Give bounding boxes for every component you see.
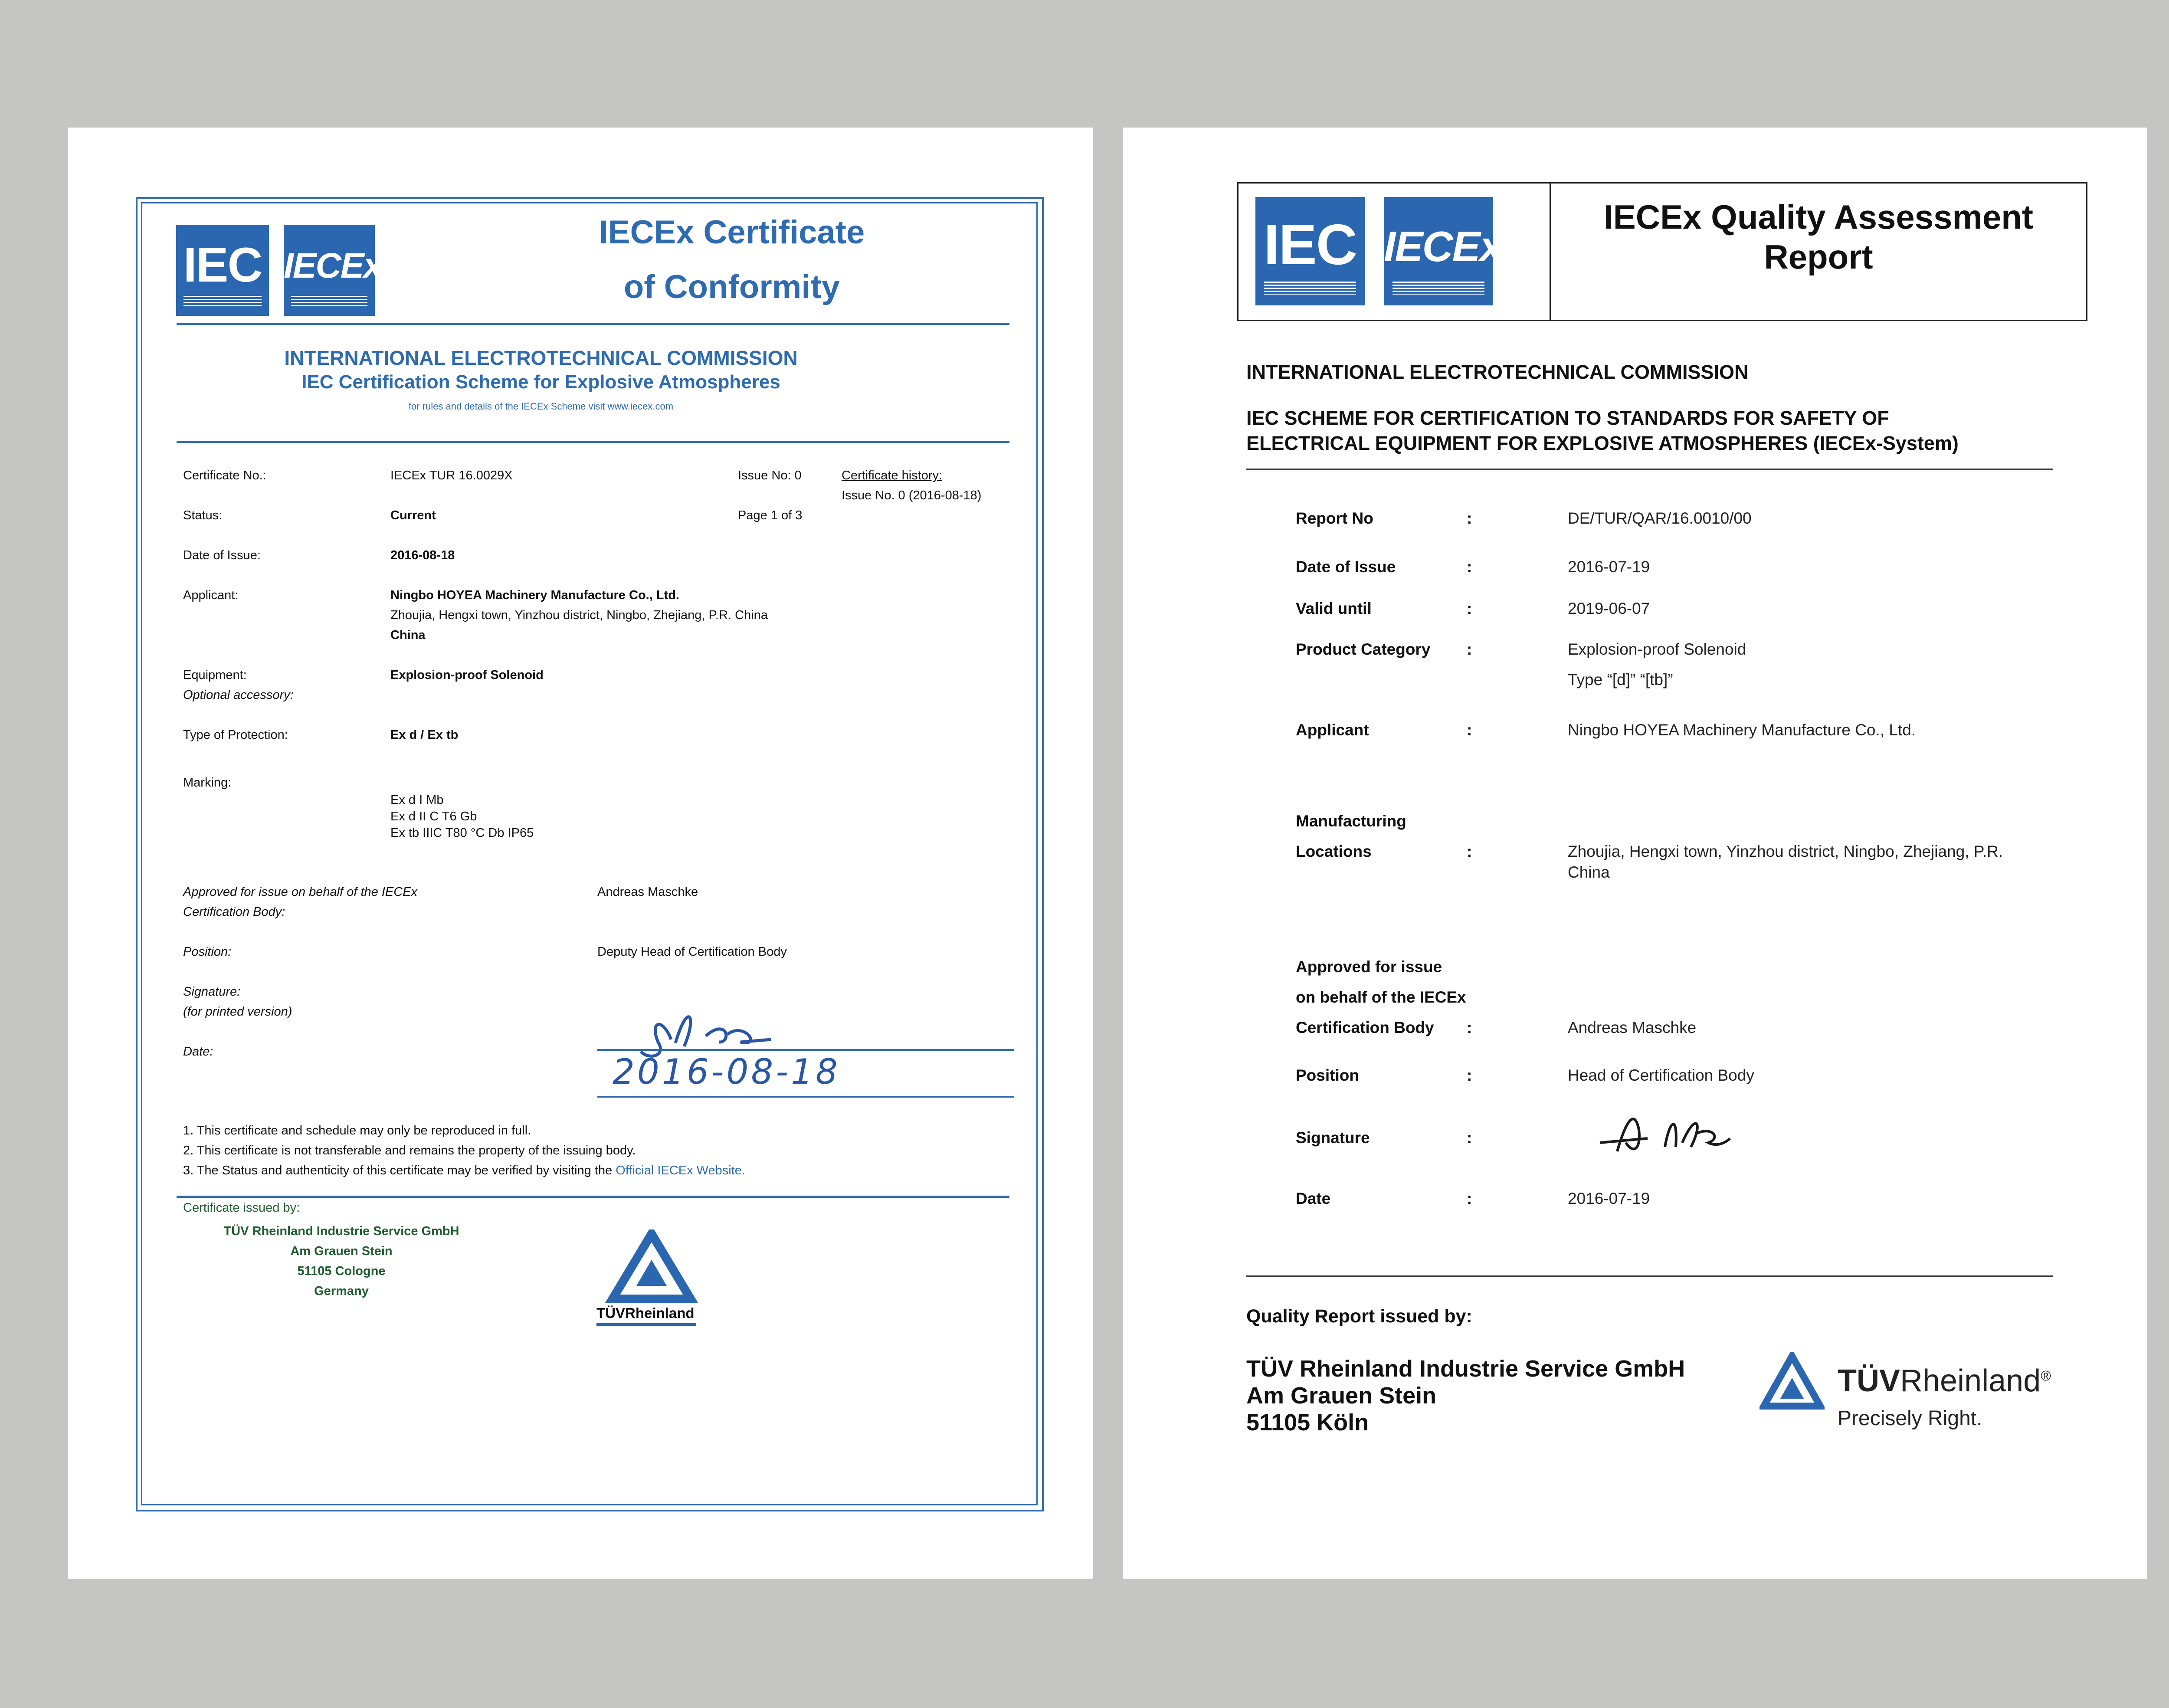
issuer-line: 51105 Cologne (297, 1264, 386, 1278)
category-value: Explosion-proof Solenoid (1568, 640, 1746, 658)
marking-label: Marking: (183, 776, 232, 790)
marking-line: Ex d II C T6 Gb (390, 810, 477, 823)
status-value: Current (390, 508, 436, 522)
header-divider (1246, 469, 2053, 470)
valid-until-label: Valid until (1296, 600, 1372, 617)
signature-label: Signature: (183, 985, 241, 999)
scheme-line-2: ELECTRICAL EQUIPMENT FOR EXPLOSIVE ATMOSPHERES (IECEx-System) (1246, 432, 1959, 454)
issuer-line: 51105 Köln (1246, 1410, 1369, 1436)
rules-note: for rules and details of the IECEx Scheme visit www.iecex.com (408, 401, 674, 412)
category-label: Product Category (1296, 640, 1431, 658)
issue-no: Issue No: 0 (738, 469, 802, 482)
colon: : (1467, 1019, 1472, 1036)
date2-label: Date: (183, 1045, 213, 1059)
applicant-country: China (390, 628, 426, 642)
handwritten-date: 2016-08-18 (613, 1052, 840, 1092)
cert-no-label: Certificate No.: (183, 469, 266, 482)
certificate-page (68, 128, 1093, 1579)
applicant-name: Ningbo HOYEA Machinery Manufacture Co., Ltd. (390, 588, 679, 602)
tuv-underline (596, 1323, 696, 1326)
mfg-label-2: Locations (1296, 843, 1372, 860)
date-value: 2016-08-18 (390, 548, 455, 562)
approver-name: Andreas Maschke (1568, 1019, 1697, 1036)
position-label: Position: (183, 945, 232, 959)
commission-name: INTERNATIONAL ELECTROTECHNICAL COMMISSION (1246, 361, 1749, 383)
note-2: 2. This certificate is not transferable and remains the property of the issuing body. (183, 1144, 636, 1157)
report-page (1123, 128, 2147, 1579)
date-label: Date of Issue: (183, 548, 261, 562)
iecex-website-link[interactable]: Official IECEx Website. (616, 1164, 745, 1177)
tuv-brand: TÜVRheinland® (1838, 1364, 2051, 1398)
iecex-logo: IECEx (284, 225, 375, 316)
issuer-line: Am Grauen Stein (1246, 1383, 1437, 1409)
colon: : (1467, 640, 1472, 658)
mfg-location-1: Zhoujia, Hengxi town, Yinzhou district, Ningbo, Zhejiang, P.R. (1568, 843, 2003, 860)
certificate-title-line2: of Conformity (623, 269, 840, 305)
colon: : (1467, 600, 1472, 617)
header-divider (177, 323, 1009, 325)
colon: : (1467, 1129, 1472, 1147)
approved-label-2: Certification Body: (183, 905, 285, 919)
history-value: Issue No. 0 (2016-08-18) (842, 488, 982, 502)
issuer-line: TÜV Rheinland Industrie Service GmbH (1246, 1356, 1685, 1382)
scheme-line-1: IEC SCHEME FOR CERTIFICATION TO STANDARDS FOR SAFETY OF (1246, 407, 1889, 429)
category-type: Type “[d]” “[tb]” (1568, 671, 1673, 688)
section-divider (177, 441, 1009, 443)
mfg-location-2: China (1568, 863, 1610, 881)
approved-line-2: on behalf of the IECEx (1296, 988, 1466, 1006)
certificate-title-line1: IECEx Certificate (599, 214, 865, 251)
date-issue-label: Date of Issue (1296, 558, 1396, 576)
report-title: IECEx Quality Assessment Report (1604, 198, 2033, 276)
applicant-label: Applicant: (183, 588, 239, 602)
colon: : (1467, 1066, 1472, 1084)
date-issue-value: 2016-07-19 (1568, 558, 1650, 576)
footer-divider (1246, 1275, 2053, 1277)
tuv-slogan: Precisely Right. (1838, 1407, 1982, 1430)
issuer-line: TÜV Rheinland Industrie Service GmbH (223, 1224, 459, 1238)
applicant-label: Applicant (1296, 721, 1369, 739)
issuer-line: Am Grauen Stein (290, 1244, 393, 1258)
equipment-value: Explosion-proof Solenoid (390, 668, 544, 682)
note-1: 1. This certificate and schedule may only be reproduced in full. (183, 1124, 531, 1138)
issued-by-label: Quality Report issued by: (1246, 1306, 1472, 1327)
report-no-label: Report No (1296, 509, 1373, 527)
cert-no-value: IECEx TUR 16.0029X (390, 469, 513, 482)
iec-logo: IEC (176, 225, 269, 316)
tuv-logo-text: TÜVRheinland (596, 1305, 695, 1321)
applicant-address: Zhoujia, Hengxi town, Yinzhou district, Ningbo, Zhejiang, P.R. China (390, 608, 768, 622)
protection-value: Ex d / Ex tb (390, 728, 459, 742)
colon: : (1467, 558, 1472, 576)
note-3: 3. The Status and authenticity of this certificate may be verified by visiting the Official IECEx Website. (183, 1164, 745, 1177)
signature-label: Signature (1296, 1129, 1370, 1147)
colon: : (1467, 509, 1472, 527)
marking-line: Ex tb IIIC T80 °C Db IP65 (390, 826, 534, 840)
position-label: Position (1296, 1066, 1359, 1084)
iecex-logo: IECEx (1384, 197, 1493, 305)
position-value: Deputy Head of Certification Body (597, 945, 787, 959)
applicant-value: Ningbo HOYEA Machinery Manufacture Co., Ltd. (1568, 721, 1916, 739)
position-value: Head of Certification Body (1568, 1066, 1754, 1084)
marking-line: Ex d I Mb (390, 793, 444, 807)
accessory-label: Optional accessory: (183, 688, 294, 702)
colon: : (1467, 721, 1472, 739)
date-value: 2016-07-19 (1568, 1190, 1650, 1207)
date-label: Date (1296, 1190, 1331, 1207)
scheme-name: IEC Certification Scheme for Explosive Atmospheres (301, 371, 780, 393)
page-indicator: Page 1 of 3 (738, 508, 803, 522)
approver-name: Andreas Maschke (597, 885, 698, 899)
history-label: Certificate history: (842, 469, 943, 482)
colon: : (1467, 843, 1472, 860)
equipment-label: Equipment: (183, 668, 247, 682)
approved-line-3: Certification Body (1296, 1019, 1434, 1036)
protection-label: Type of Protection: (183, 728, 288, 742)
colon: : (1467, 1190, 1472, 1207)
approved-line-1: Approved for issue (1296, 958, 1442, 976)
tuv-triangle-logo (602, 1229, 701, 1303)
iec-logo: IEC (1255, 197, 1365, 305)
valid-until-value: 2019-06-07 (1568, 600, 1650, 617)
mfg-label-1: Manufacturing (1296, 812, 1406, 830)
issued-by-label: Certificate issued by: (183, 1201, 300, 1215)
issuer-line: Germany (314, 1284, 369, 1298)
tuv-triangle-logo (1759, 1352, 1825, 1413)
report-no-value: DE/TUR/QAR/16.0010/00 (1568, 509, 1752, 527)
status-label: Status: (183, 508, 223, 522)
certificate-inner-border (141, 202, 1038, 1505)
approved-label: Approved for issue on behalf of the IECEx (183, 885, 418, 899)
handwritten-signature (1583, 1095, 1765, 1169)
footer-divider (177, 1196, 1009, 1198)
commission-name: INTERNATIONAL ELECTROTECHNICAL COMMISSION (284, 347, 798, 369)
signature-sublabel: (for printed version) (183, 1005, 292, 1019)
